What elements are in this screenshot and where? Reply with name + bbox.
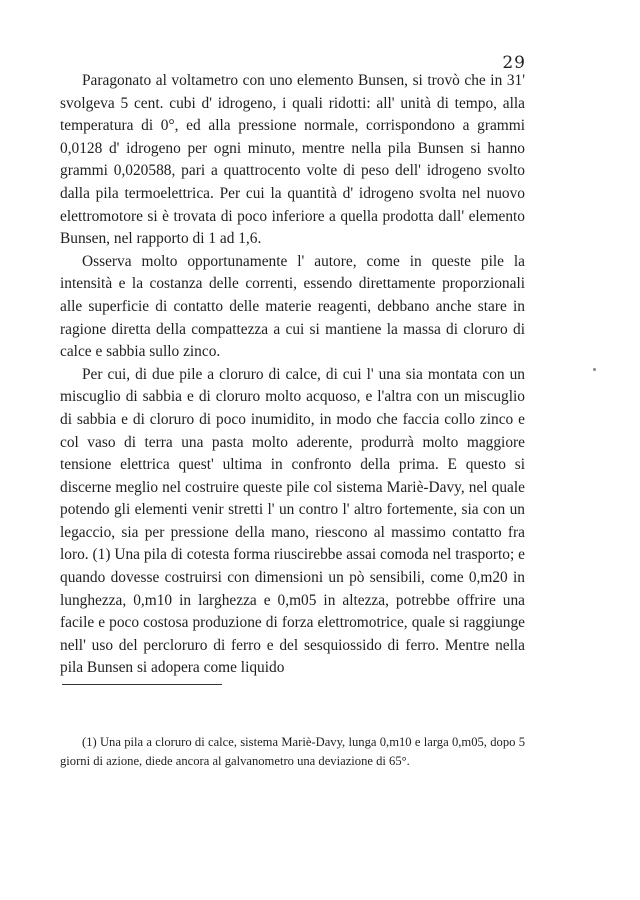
- page-number: 29: [502, 53, 526, 73]
- paragraph: Osserva molto opportunamente l' autore, come in queste pile la intensità e la costanza delle correnti, essendo direttamente proporzionali alle superficie di contatto delle materie reagenti, debbano anche stare in ragione diretta della compattezza a cui si mantiene la massa di cloruro di calce e sabbia sullo zinco.: [60, 252, 525, 361]
- footnote-divider: [62, 684, 222, 685]
- paragraph: Paragonato al voltametro con uno elemento Bunsen, si trovò che in 31' svolgeva 5 cent. cubi d' idrogeno, i quali ridotti: all' unità di tempo, alla temperatura di 0°, ed alla pressione normale, corrispondono a grammi 0,0128 d' idrogeno per ogni minuto, mentre nella pila Bunsen si hanno grammi 0,020588, pari a quattrocento volte di peso dell' idrogeno svolto dalla pila termoelettrica. Per cui la quantità d' idrogeno svolta nel nuovo elettromotore si è trovata di poco inferiore a quella prodotta dall' elemento Bunsen, nel rapporto di 1 ad 1,6.: [60, 72, 525, 248]
- body-text: [60, 70, 525, 680]
- paragraph: Per cui, di due pile a cloruro di calce, di cui l' una sia montata con un miscuglio di sabbia e di cloruro molto acquoso, e l'altra con un miscuglio di sabbia e di cloruro di poco inumidito, in modo che faccia collo zinco e col vaso di terra una pasta molto aderente, produrrà molto maggiore tensione elettrica quest' ultima in confronto della prima. E questo si discerne meglio nel costruire queste pile col sistema Mariè-Davy, nel quale potendo gli elementi venir stretti l' un contro l' altro fortemente, sia con un legaccio, sia per pressione della mano, riescono al massimo contatto fra loro. (1) Una pila di cotesta forma riuscirebbe assai comoda nel trasporto; e quando dovesse costruirsi con dimensioni un pò sensibili, come 0,m20 in lunghezza, 0,m10 in larghezza e 0,m05 in altezza, potrebbe offrire una facile e poco costosa produzione di forza elettromotrice, quale si raggiunge nell' uso del percloruro di ferro e del sesquiossido di ferro. Mentre nella pila Bunsen si adopera come liquido: [60, 365, 525, 677]
- page-speck: [593, 368, 596, 371]
- footnote: (1) Una pila a cloruro di calce, sistema Mariè-Davy, lunga 0,m10 e larga 0,m05, dopo 5 giorni di azione, diede ancora al galvanometro una deviazione di 65°.: [60, 735, 525, 768]
